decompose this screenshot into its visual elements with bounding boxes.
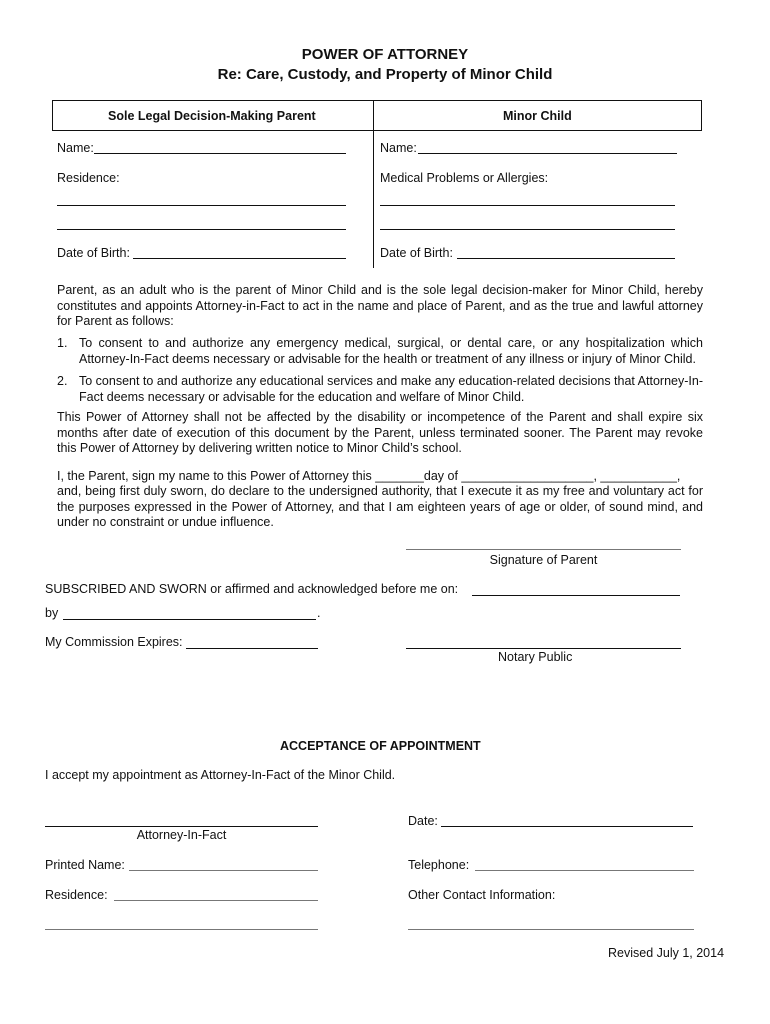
child-name-label: Name:: [380, 141, 417, 155]
date-label: Date:: [408, 814, 438, 828]
child-column-header: Minor Child: [503, 109, 572, 123]
parent-name-label: Name:: [57, 141, 94, 155]
telephone-label: Telephone:: [408, 858, 470, 872]
parent-residence-field-2[interactable]: [57, 229, 346, 230]
notary-public-label: Notary Public: [498, 650, 573, 664]
notary-signature-line[interactable]: [406, 648, 681, 649]
by-label: by: [45, 606, 59, 620]
acceptance-heading: ACCEPTANCE OF APPOINTMENT: [280, 739, 481, 753]
parent-column-header: Sole Legal Decision-Making Parent: [108, 109, 316, 123]
parent-signature-line[interactable]: [406, 549, 681, 550]
parent-residence-label: Residence:: [57, 171, 120, 185]
residence-label: Residence:: [45, 888, 108, 902]
commission-label: My Commission Expires:: [45, 635, 183, 649]
oath-first-line: I, the Parent, sign my name to this Power of Attorney this _______day of ___________________, ___________,: [57, 469, 681, 483]
attorney-in-fact-label: Attorney-In-Fact: [136, 828, 227, 842]
by-period: .: [317, 606, 321, 620]
document-title: POWER OF ATTORNEY: [301, 46, 469, 63]
parent-dob-field[interactable]: [133, 258, 346, 259]
oath-paragraph: and, being first duly sworn, do declare to the undersigned authority, that I execute it as my free and voluntary act for the purposes expressed in the Power of Attorney, and that I am eighteen years of age or older, of sound mind, and under no constraint or undue influence.: [57, 484, 703, 529]
list-item-number: 1.: [57, 336, 68, 350]
by-name-field[interactable]: [63, 619, 316, 620]
child-medical-field-1[interactable]: [380, 205, 675, 206]
residence-field-2[interactable]: [45, 929, 318, 930]
printed-name-label: Printed Name:: [45, 858, 125, 872]
child-dob-label: Date of Birth:: [380, 246, 453, 260]
child-dob-field[interactable]: [457, 258, 675, 259]
parent-residence-field-1[interactable]: [57, 205, 346, 206]
document-subtitle: Re: Care, Custody, and Property of Minor Child: [217, 66, 553, 83]
list-item-text: To consent to and authorize any educational services and make any education-related decisions that Attorney-In-Fact deems necessary or advisable for the education and welfare of Minor Child.: [79, 374, 703, 404]
table-divider: [373, 100, 374, 268]
acceptance-statement: I accept my appointment as Attorney-In-Fact of the Minor Child.: [45, 768, 396, 782]
parent-dob-label: Date of Birth:: [57, 246, 130, 260]
date-field[interactable]: [441, 826, 693, 827]
child-name-field[interactable]: [418, 153, 677, 154]
duration-paragraph: This Power of Attorney shall not be affected by the disability or incompetence of the Parent and shall expire six months after date of execution of this document by the Parent, unless terminated sooner. The Parent may revoke this Power of Attorney by delivering written notice to Minor Child’s school.: [57, 410, 703, 455]
subscribed-label: SUBSCRIBED AND SWORN or affirmed and acknowledged before me on:: [45, 582, 459, 596]
child-medical-field-2[interactable]: [380, 229, 675, 230]
revision-date: Revised July 1, 2014: [608, 946, 725, 960]
intro-paragraph: Parent, as an adult who is the parent of Minor Child and is the sole legal decision-maker for Minor Child, hereby constitutes and appoints Attorney-in-Fact to act in the name and place of Parent, and as the true and lawful attorney for Parent as follows:: [57, 283, 703, 328]
telephone-field[interactable]: [475, 870, 694, 871]
commission-expires-field[interactable]: [186, 648, 318, 649]
parent-signature-label: Signature of Parent: [489, 553, 598, 567]
subscribed-date-field[interactable]: [472, 595, 680, 596]
list-item: [57, 336, 703, 368]
attorney-in-fact-signature-line[interactable]: [45, 826, 318, 827]
residence-field-1[interactable]: [114, 900, 318, 901]
parent-name-field[interactable]: [94, 153, 346, 154]
printed-name-field[interactable]: [129, 870, 318, 871]
list-item: [57, 374, 703, 406]
list-item-number: 2.: [57, 374, 68, 388]
other-contact-label: Other Contact Information:: [408, 888, 556, 902]
other-contact-field[interactable]: [408, 929, 694, 930]
list-item-text: To consent to and authorize any emergency medical, surgical, or dental care, or any hospitalization which Attorney-In-Fact deems necessary or advisable for the health or treatment of any illness or injury of Minor Child.: [79, 336, 703, 366]
parties-table: [52, 100, 702, 268]
child-medical-label: Medical Problems or Allergies:: [380, 171, 549, 185]
